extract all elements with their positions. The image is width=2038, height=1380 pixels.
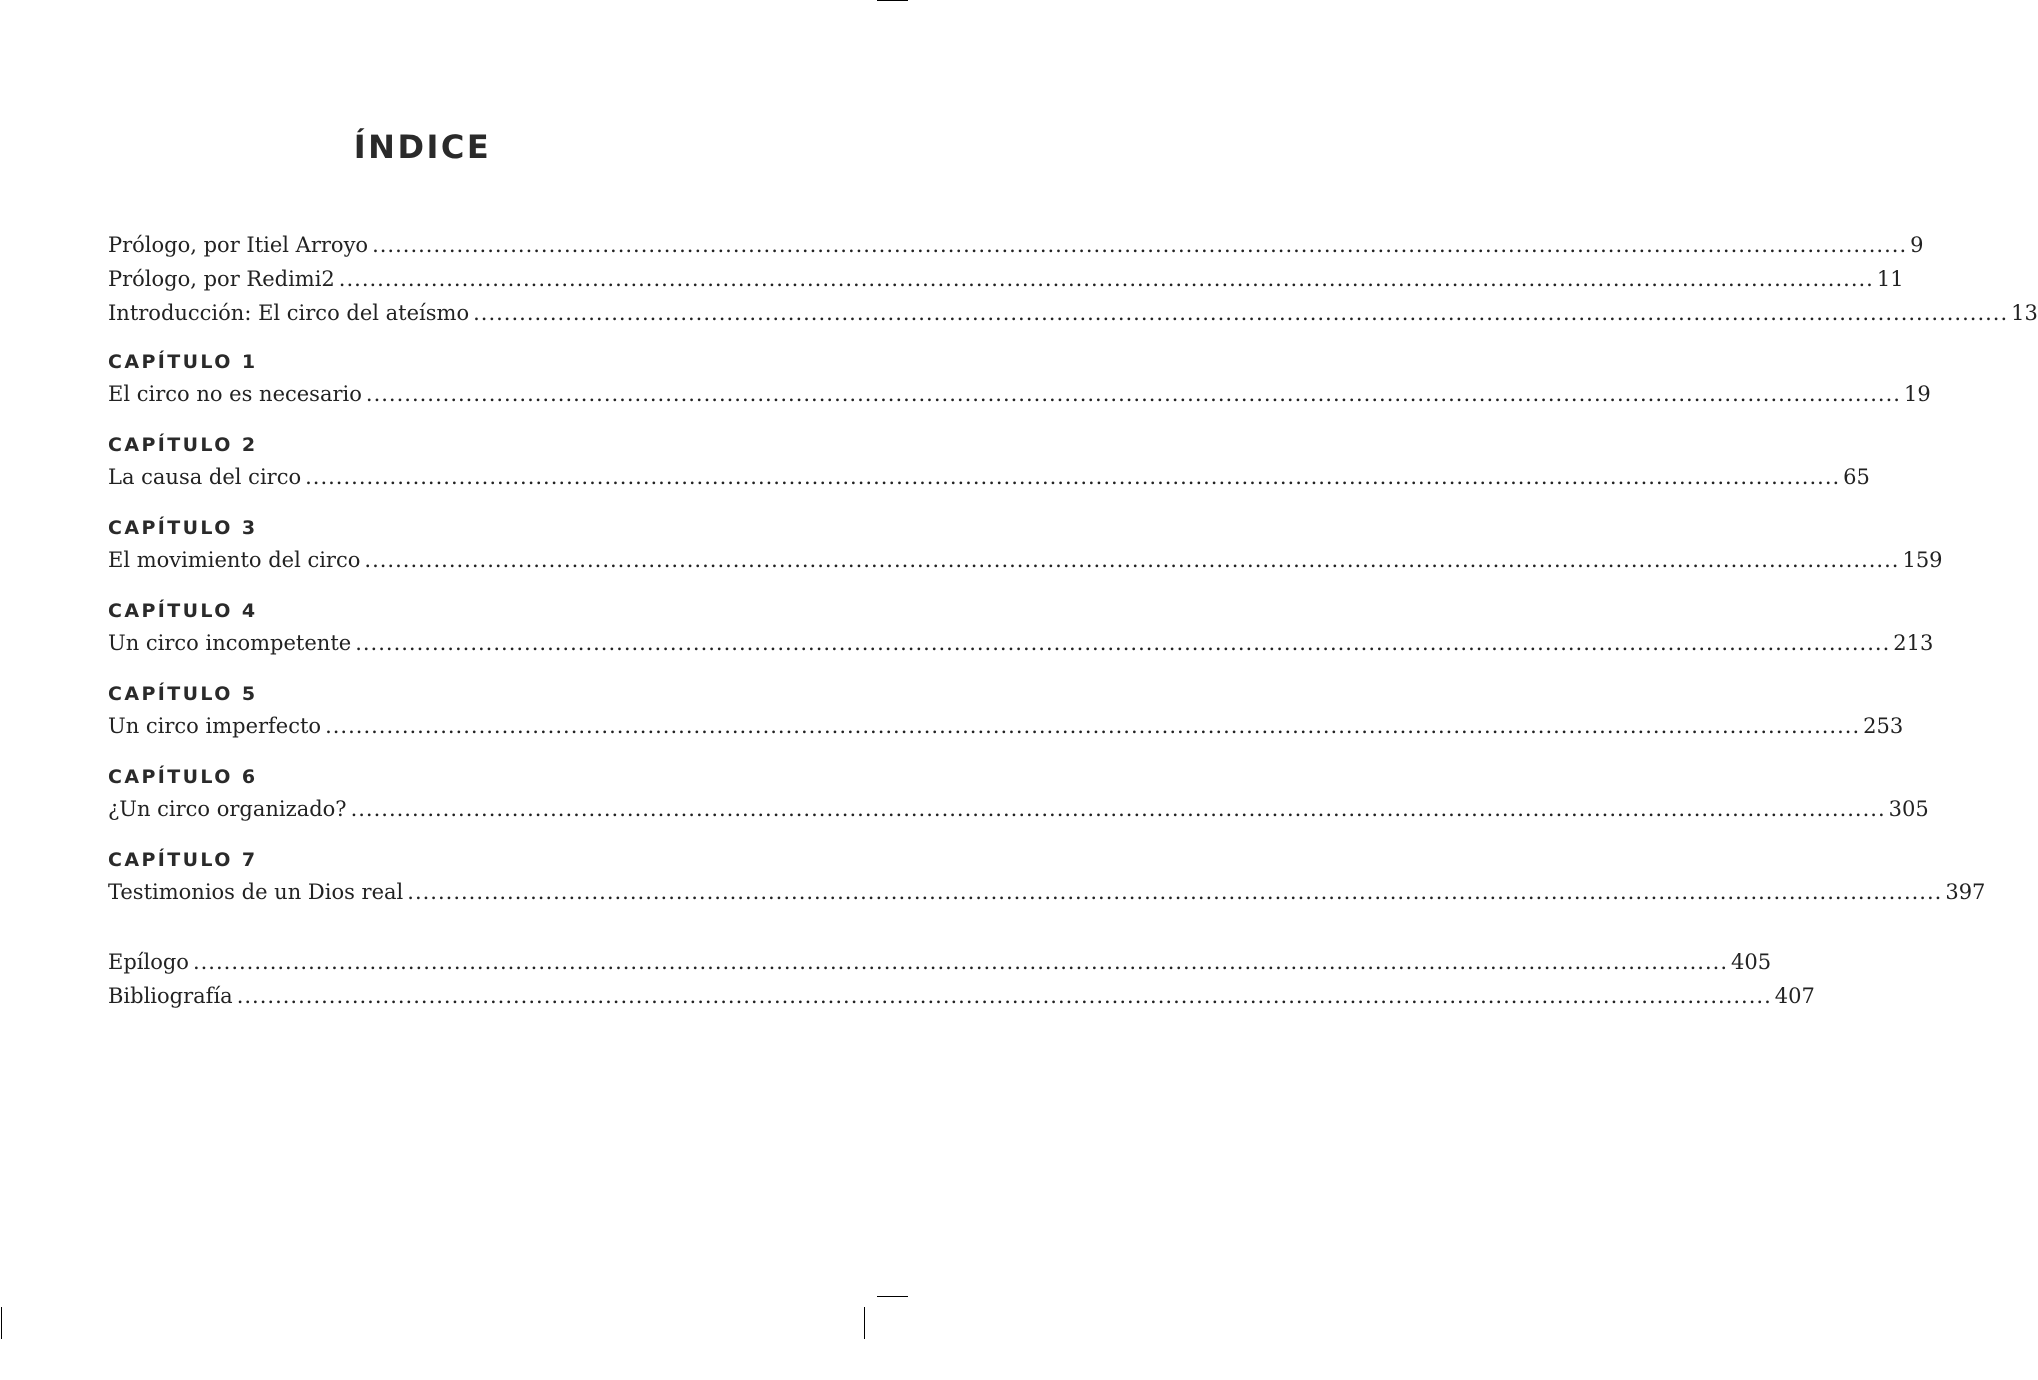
chapter-heading: CAPÍTULO 3 — [108, 517, 258, 539]
dot-leader: ........................................................................................................................................................................................................ — [305, 465, 1841, 489]
chapter-heading: CAPÍTULO 5 — [108, 683, 258, 705]
toc-chapter-2 — [108, 430, 1870, 494]
dot-leader: ........................................................................................................................................................................................................ — [338, 267, 1874, 291]
crop-mark-bottom-left-vertical — [1, 1307, 2, 1339]
toc-entry[interactable] — [108, 377, 1931, 411]
dot-leader: ........................................................................................................................................................................................................ — [407, 880, 1943, 904]
toc-entry-label: La causa del circo — [108, 465, 302, 489]
toc-entry[interactable] — [108, 979, 1815, 1013]
chapter-heading: CAPÍTULO 4 — [108, 600, 258, 622]
toc-front-matter — [108, 228, 2038, 330]
toc-entry[interactable] — [108, 626, 1934, 660]
toc-chapter-6 — [108, 762, 1929, 826]
chapter-heading: CAPÍTULO 2 — [108, 434, 258, 456]
toc-page-number: 65 — [1843, 465, 1870, 489]
toc-entry[interactable] — [108, 460, 1870, 494]
toc-entry-label: Un circo incompetente — [108, 631, 352, 655]
dot-leader: ........................................................................................................................................................................................................ — [372, 233, 1908, 257]
toc-page-number: 9 — [1910, 233, 1924, 257]
toc-entry[interactable] — [108, 543, 1943, 577]
dot-leader: ........................................................................................................................................................................................................ — [364, 548, 1900, 572]
toc-page-number: 305 — [1888, 797, 1929, 821]
toc-entry[interactable] — [108, 296, 2038, 330]
toc-entry[interactable] — [108, 792, 1929, 826]
toc-page-number: 19 — [1903, 382, 1931, 406]
crop-mark-top-right — [877, 0, 908, 1]
dot-leader: ........................................................................................................................................................................................................ — [365, 382, 1901, 406]
toc-page-number: 159 — [1902, 548, 1943, 572]
toc-page-number: 253 — [1863, 714, 1904, 738]
toc-chapter-5 — [108, 679, 1904, 743]
dot-leader: ........................................................................................................................................................................................................ — [473, 301, 2009, 325]
toc-chapter-7 — [108, 845, 1986, 909]
chapter-heading: CAPÍTULO 6 — [108, 766, 258, 788]
crop-mark-bottom-right-horizontal — [877, 1296, 908, 1297]
toc-page-number: 407 — [1774, 984, 1815, 1008]
toc-entry[interactable] — [108, 228, 1924, 262]
dot-leader: ........................................................................................................................................................................................................ — [236, 984, 1772, 1008]
toc-page-number: 11 — [1876, 267, 1904, 291]
toc-page-number: 405 — [1731, 950, 1772, 974]
toc-entry-label: Epílogo — [108, 950, 189, 974]
crop-mark-bottom-right-vertical — [864, 1307, 865, 1339]
toc-page-number: 397 — [1945, 880, 1986, 904]
toc-entry-label: Testimonios de un Dios real — [108, 880, 404, 904]
toc-entry-label: Un circo imperfecto — [108, 714, 322, 738]
toc-back-matter — [108, 945, 1815, 1013]
dot-leader: ........................................................................................................................................................................................................ — [325, 714, 1861, 738]
dot-leader: ........................................................................................................................................................................................................ — [355, 631, 1891, 655]
dot-leader: ........................................................................................................................................................................................................ — [192, 950, 1728, 974]
chapter-heading: CAPÍTULO 7 — [108, 849, 258, 871]
toc-entry-label: Bibliografía — [108, 984, 233, 1008]
toc-page-number: 13 — [2011, 301, 2038, 325]
toc-entry[interactable] — [108, 262, 1904, 296]
dot-leader: ........................................................................................................................................................................................................ — [350, 797, 1886, 821]
toc-entry-label: Prólogo, por Itiel Arroyo — [108, 233, 369, 257]
toc-page-number: 213 — [1893, 631, 1934, 655]
toc-entry[interactable] — [108, 875, 1986, 909]
toc-entry-label: Prólogo, por Redimi2 — [108, 267, 335, 291]
toc-entry-label: El circo no es necesario — [108, 382, 362, 406]
toc-entry-label: Introducción: El circo del ateísmo — [108, 301, 470, 325]
chapter-heading: CAPÍTULO 1 — [108, 351, 258, 373]
toc-chapter-4 — [108, 596, 1934, 660]
toc-chapter-3 — [108, 513, 1943, 577]
toc-entry[interactable] — [108, 709, 1904, 743]
toc-chapter-1 — [108, 347, 1931, 411]
toc-entry-label: ¿Un circo organizado? — [108, 797, 347, 821]
toc-entry[interactable] — [108, 945, 1772, 979]
toc-entry-label: El movimiento del circo — [108, 548, 361, 572]
page-title: ÍNDICE — [353, 128, 492, 166]
